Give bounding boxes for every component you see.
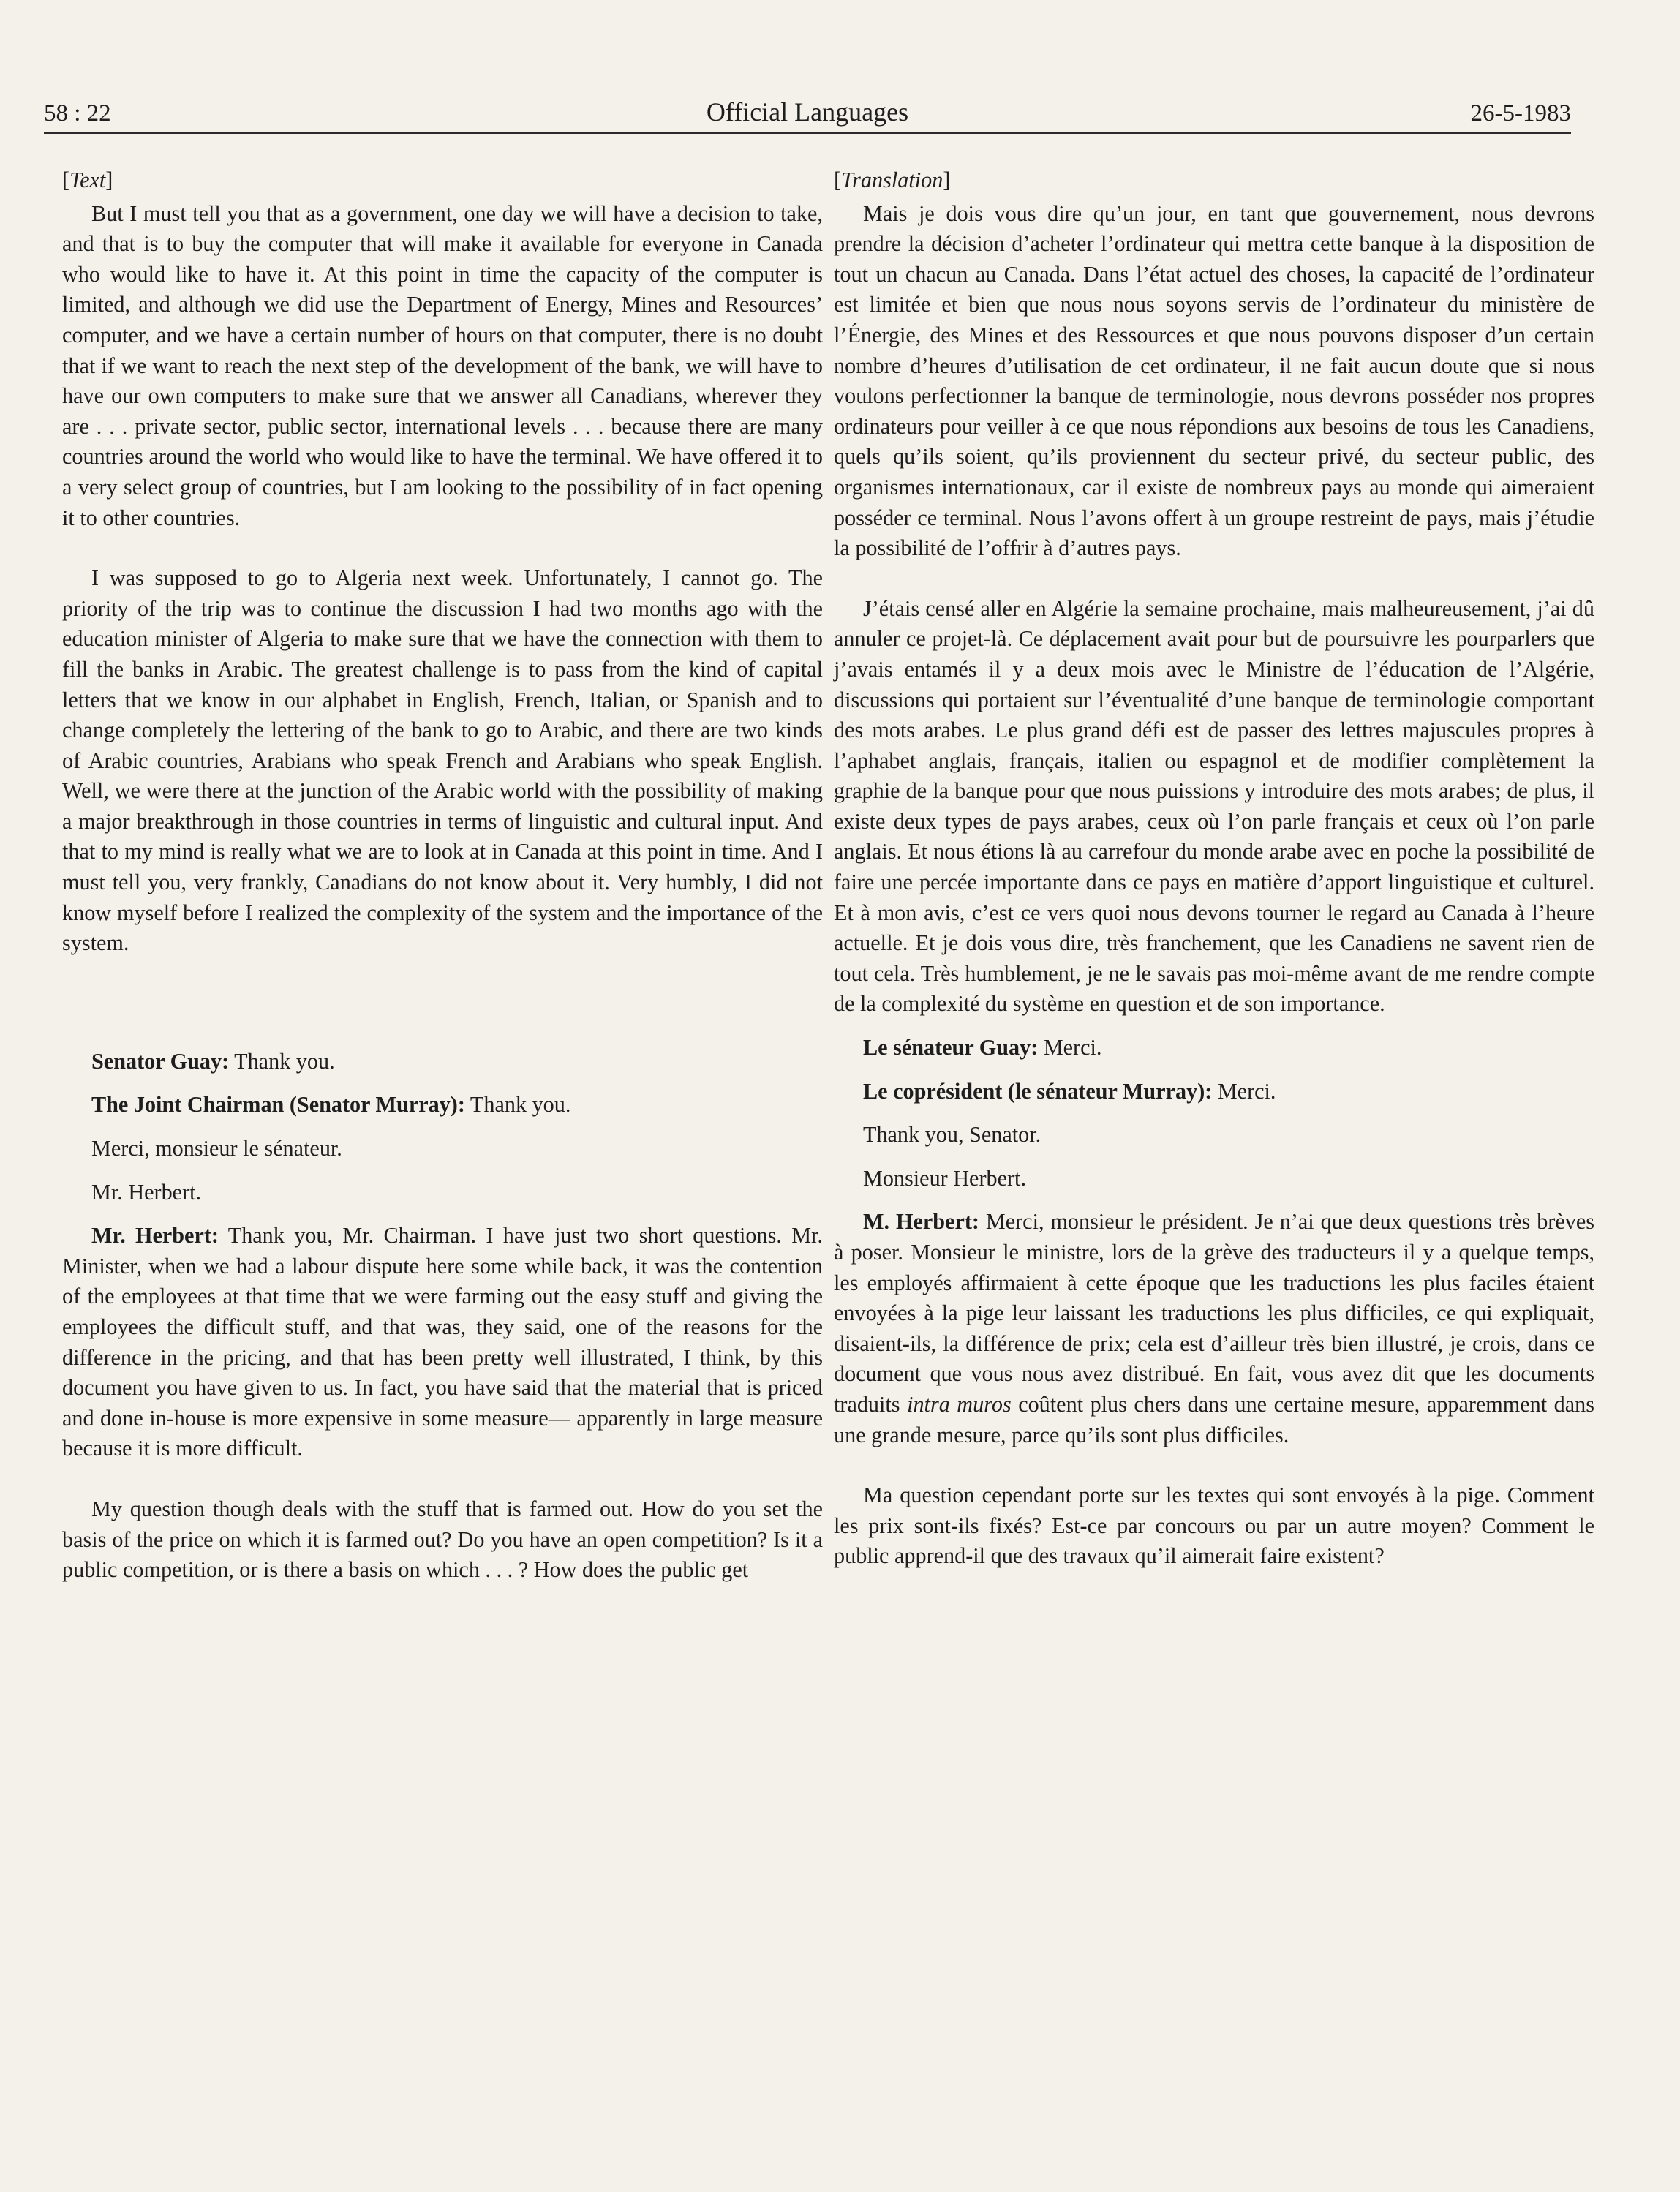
speech-text: Merci.	[1038, 1035, 1102, 1061]
speech-text: Thank you.	[464, 1092, 571, 1118]
paragraph: Monsieur Herbert.	[863, 1165, 1026, 1191]
speech-senateur-guay	[834, 1033, 1594, 1063]
speaker-name: Senator Guay:	[91, 1048, 230, 1074]
paragraph: Mais je dois vous dire qu’un jour, en tant que gouvernement, nous devrons prendre la décision d’acheter l’ordinateur qui mettra cette banque à la disposition de tout un chacun au Canada. Dans l’état actuel des choses, la capacité de l’ordinateur est limitée et bien que nous nous soyons servis de l’ordinateur du ministère de l’Énergie, des Mines et des Ressources et que nous pouvons disposer d’un certain nombre d’heures d’utilisation de cet ordinateur, il ne fait aucun doute que si nous voulons perfectionner la banque de terminologie, nous devrons posséder nos propres ordinateurs pour veiller à ce que nous répondions aux besoins de tous les Canadiens, quels qu’ils soient, qu’ils proviennent du secteur privé, du secteur public, des organismes internationaux, car il existe de nombreux pays au monde qui aimeraient posséder ce terminal. Nous l’avons offert à un groupe restreint de pays, mais j’étudie la possibilité de l’offrir à d’autres pays.	[834, 200, 1594, 561]
speech-m-herbert	[834, 1207, 1594, 1450]
speaker-name: M. Herbert:	[863, 1209, 979, 1235]
english-column	[62, 165, 823, 1586]
paragraph: Merci, monsieur le sénateur.	[91, 1136, 342, 1161]
speaker-name: Mr. Herbert:	[91, 1223, 219, 1248]
speaker-name: The Joint Chairman (Senator Murray):	[91, 1092, 465, 1118]
page-number: 58 : 22	[44, 100, 111, 127]
paragraph: J’étais censé aller en Algérie la semaine prochaine, mais malheureusement, j’ai dû annuler ce projet-là. Ce déplacement avait pour but de poursuivre les pourparlers que j’avais entamés il y a deux mois avec le Ministre de l’éducation de l’Algérie, discussions qui portaient sur l’éventualité d’une banque de terminologie comportant des mots arabes. Le plus grand défi est de passer des lettres majuscules propres à l’aphabet anglais, français, italien ou espagnol et de modifier complètement la graphie de la banque pour que nous puissions y introduire des mots arabes; de plus, il existe deux types de pays arabes, ceux où l’on parle français et ceux où l’on parle anglais. Et nous étions là au carrefour du monde arabe avec en poche la possibilité de faire une percée importante dans ce pays en matière d’apport linguistique et culturel. Et à mon avis, c’est ce vers quoi nous devons tourner le regard au Canada à l’heure actuelle. Et je dois vous dire, très franchement, que les Canadiens ne savent rien de tout cela. Très humblement, je ne le savais pas moi-même avant de me rendre compte de la complexité du système en question et de son importance.	[834, 595, 1594, 1017]
running-title: Official Languages	[706, 97, 909, 127]
speech-text: Thank you.	[229, 1048, 335, 1074]
paragraph: My question though deals with the stuff that is farmed out. How do you set the basis of the price on which it is farmed out? Do you have an open competition? Is it a public competition, or is there a basis on which . . . ? How does the public get	[62, 1496, 823, 1583]
speech-text: Merci, monsieur le président. Je n’ai que deux questions très brèves à poser. Monsieur le ministre, lors de la grève des traducteurs il y a quelque temps, les employés affirmaient à cette époque que les traductions les plus faciles étaient envoyées à la pige leur laissant les traductions les plus difficiles, ce qui expliquait, disaient-ils, la différence de prix; cela est d’ailleur très bien illustré, je crois, dans ce document que vous nous avez distribué. En fait, vous avez dit que les documents traduits	[834, 1209, 1594, 1417]
text-tag: [Text]	[62, 167, 113, 192]
header-date: 26-5-1983	[1470, 100, 1571, 127]
speech-joint-chairman	[62, 1090, 823, 1121]
text-tag-label: Text	[69, 167, 106, 192]
paragraph: Thank you, Senator.	[863, 1122, 1041, 1148]
speech-text: Merci.	[1212, 1078, 1276, 1104]
speech-senator-guay	[62, 1047, 823, 1077]
speaker-name: Le coprésident (le sénateur Murray):	[863, 1078, 1213, 1104]
french-column	[834, 165, 1594, 1572]
translation-tag-label: Translation	[841, 167, 943, 192]
page-header	[44, 89, 1571, 134]
translation-tag: [Translation]	[834, 167, 951, 192]
paragraph: Mr. Herbert.	[91, 1179, 202, 1205]
paragraph: Ma question cependant porte sur les textes qui sont envoyés à la pige. Comment les prix sont-ils fixés? Est-ce par concours ou par un autre moyen? Comment le public apprend-il que des travaux qu’il aimerait faire existent?	[834, 1483, 1594, 1569]
paragraph: But I must tell you that as a government, one day we will have a decision to take, and that is to buy the computer that will make it available for everyone in Canada who would like to have it. At this point in time the capacity of the computer is limited, and although we did use the Department of Energy, Mines and Resources’ computer, and we have a certain number of hours on that computer, there is no doubt that if we want to reach the next step of the development of the bank, we will have to have our own computers to make sure that we answer all Canadians, wherever they are . . . private sector, public sector, international levels . . . because there are many countries around the world who would like to have the terminal. We have offered it to a very select group of countries, but I am looking to the possibility of in fact opening it to other countries.	[62, 200, 823, 530]
speech-mr-herbert	[62, 1221, 823, 1464]
speech-copresident	[834, 1077, 1594, 1107]
paragraph: I was supposed to go to Algeria next week. Unfortunately, I cannot go. The priority of the trip was to continue the discussion I had two months ago with the education minister of Algeria to make sure that we have the connection with them to fill the banks in Arabic. The greatest challenge is to pass from the kind of capital letters that we know in our alphabet in English, French, Italian, or Spanish and to change completely the lettering of the bank to go to Arabic, and there are two kinds of Arabic countries, Arabians who speak French and Arabians who speak English. Well, we were there at the junction of the Arabic world with the possibility of making a major breakthrough in those countries in terms of linguistic and cultural input. And that to my mind is really what we are to look at in Canada at this point in time. And I must tell you, very frankly, Canadians do not know about it. Very humbly, I did not know myself before I realized the complexity of the system and the importance of the system.	[62, 565, 823, 956]
italic-phrase: intra muros	[907, 1391, 1012, 1417]
speaker-name: Le sénateur Guay:	[863, 1035, 1039, 1061]
speech-text: coûtent plus chers dans une certaine mesure, apparemment dans une grande mesure, parce qu’ils sont plus difficiles.	[834, 1391, 1594, 1447]
speech-text: Thank you, Mr. Chairman. I have just two short questions. Mr. Minister, when we had a labour dispute here some while back, it was the contention of the employees at that time that we were farming out the easy stuff and giving the employees the difficult stuff, and that was, they said, one of the reasons for the difference in the pricing, and that has been pretty well illustrated, I think, by this document you have given to us. In fact, you have said that the material that is priced and done in-house is more expensive in some measure— apparently in large measure because it is more difficult.	[62, 1223, 823, 1461]
